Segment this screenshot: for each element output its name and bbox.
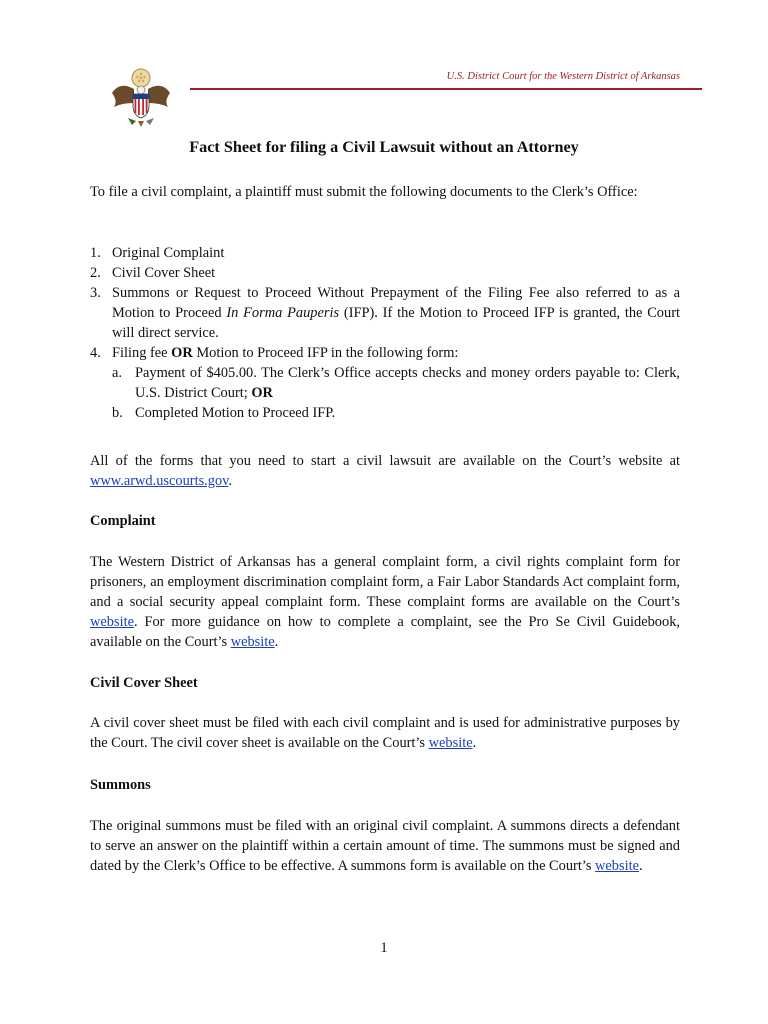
website-link[interactable]: website [428, 735, 473, 751]
section-heading: Summons [90, 777, 151, 793]
section-heading: Complaint [90, 513, 156, 529]
bold-or: OR [251, 385, 273, 401]
list-item [90, 263, 680, 283]
sublist-item [112, 403, 680, 423]
forms-text: All of the forms that you need to start a civil lawsuit are available on the Court’s website at [90, 453, 680, 469]
intro-paragraph [90, 182, 680, 202]
complaint-text: . For more guidance on how to complete a complaint, see the Pro Se Civil Guidebook, available on the Court’s [90, 614, 680, 650]
sublist-item [112, 363, 680, 403]
list-number: 1. [90, 245, 101, 261]
court-website-link[interactable]: www.arwd.uscourts.gov [90, 473, 229, 489]
list-item [90, 343, 680, 423]
forms-paragraph [90, 451, 680, 491]
sublist [112, 363, 680, 423]
list-item-text: Summons or Request to Proceed Without Prepayment of the Filing Fee also referred to as a Motion to Proceed [112, 285, 680, 321]
list-item [90, 243, 680, 263]
list-letter: b. [112, 405, 123, 421]
cover-sheet-paragraph [90, 713, 680, 753]
list-number: 4. [90, 345, 101, 361]
section-heading: Civil Cover Sheet [90, 675, 198, 691]
cover-sheet-text: A civil cover sheet must be filed with each civil complaint and is used for administrative purposes by the Court. The civil cover sheet is available on the Court’s [90, 715, 680, 751]
list-item-text: Completed Motion to Proceed IFP. [135, 405, 336, 421]
summons-section [90, 775, 680, 795]
list-item-text: Payment of $405.00. The Clerk’s Office accepts checks and money orders payable to: Clerk, U.S. District Court; [135, 365, 680, 401]
complaint-section [90, 511, 680, 531]
summons-text: The original summons must be filed with an original civil complaint. A summons directs a defendant to serve an answer on the plaintiff within a certain amount of time. The summons must be signed and dated by the Clerk’s Office to be effective. A summons form is available on the Court’s [90, 818, 680, 874]
bold-or: OR [171, 345, 193, 361]
complaint-text: The Western District of Arkansas has a general complaint form, a civil rights complaint form for prisoners, an employment discrimination complaint form, a Fair Labor Standards Act complaint form, and a social security appeal complaint form. These complaint forms are available on the Court’s [90, 554, 680, 610]
page-number: 1 [380, 940, 388, 956]
italic-term: In Forma Pauperis [226, 305, 340, 321]
website-link[interactable]: website [90, 614, 134, 630]
complaint-paragraph [90, 552, 680, 652]
cover-sheet-text-end: . [472, 735, 477, 751]
forms-text-end: . [228, 473, 233, 489]
required-documents-list [90, 243, 680, 423]
list-item-text: Civil Cover Sheet [112, 265, 216, 281]
court-name-header: U.S. District Court for the Western District of Arkansas [446, 71, 680, 82]
list-letter: a. [112, 365, 122, 381]
list-item-text: Original Complaint [112, 245, 225, 261]
list-item [90, 283, 680, 343]
page-title: Fact Sheet for filing a Civil Lawsuit without an Attorney [189, 138, 579, 156]
intro-text: To file a civil complaint, a plaintiff must submit the following documents to the Clerk’s Office: [90, 184, 638, 200]
website-link[interactable]: website [595, 858, 639, 874]
list-number: 3. [90, 285, 101, 301]
list-item-text: Motion to Proceed IFP in the following form: [192, 345, 459, 361]
list-item-text: (IFP). If the Motion to Proceed IFP is granted, the Court will direct service. [112, 305, 680, 341]
summons-text-end: . [639, 858, 643, 874]
summons-paragraph [90, 816, 680, 876]
complaint-text-end: . [274, 634, 279, 650]
list-item-text: Filing fee [112, 345, 172, 361]
header-rule [190, 88, 702, 90]
great-seal-icon [108, 63, 174, 129]
cover-sheet-section [90, 673, 680, 693]
list-number: 2. [90, 265, 101, 281]
website-link[interactable]: website [230, 634, 275, 650]
